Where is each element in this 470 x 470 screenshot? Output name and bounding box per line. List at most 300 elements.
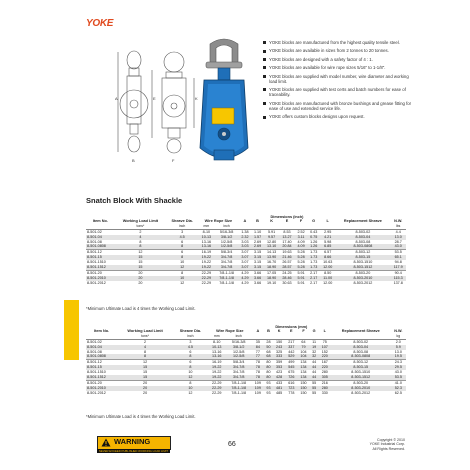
table-cell: 5/16-3/8 [219,229,234,234]
table-cell: 134 [297,360,309,365]
table-cell: 137.8 [393,280,403,285]
table-cell: 3 [181,229,184,234]
copyright-line: Copyright © 2010 [376,438,405,442]
table-cell: 423 [276,370,283,375]
table-cell: 13.27 [279,235,294,240]
table-cell: 117.9 [390,265,406,270]
table-cell: 4.4 [395,229,401,234]
table-cell: 1.26 [307,244,320,249]
warning-subtext: NEVER EXCEED PUBLISHED WORKING LOAD LIMIT [98,449,169,453]
table-cell: 3/4-7/8 [226,375,252,380]
page-number: 66 [228,441,236,448]
column-header: N.W. [394,219,403,224]
table-cell: 3.15 [251,255,264,260]
table-cell: 10 [173,386,208,391]
table-cell: 12.00 [323,280,333,285]
warning-icon [101,438,111,447]
table-cell: 20 [143,390,148,395]
table-cell: 353 [273,365,285,370]
table-cell: 19 [310,345,319,350]
table-cell: 1.38 [241,229,249,234]
table-cell: 12 [180,280,185,285]
table-cell: 529 [285,354,297,359]
table-cell: 6.57 [320,250,335,255]
table-cell: 30.63 [282,280,292,285]
brand-logo: YOKE [86,18,114,29]
table-cell: 13-16 [201,239,212,244]
table-cell: 20.84 [279,244,294,249]
table-cell: 3.66 [253,280,262,285]
table-cell: 19-22 [198,265,214,270]
table-cell: 1.73 [307,250,320,255]
table-cell: 19-22 [208,365,226,370]
table-cell: 22-29 [198,270,214,275]
table-cell: 13.0 [390,235,406,240]
table-cell: 19.63 [279,250,294,255]
table-cell: 10-13 [208,345,226,350]
table-cell: 18.90 [264,276,279,281]
table-cell: 1/2-5/8 [220,239,233,244]
table-cell: 78 [252,360,264,365]
table-cell: 20 [117,380,173,385]
table-cell: 1.26 [310,239,318,244]
table-cell: 8-503-02 [353,339,369,344]
table-cell: 1.73 [307,265,320,270]
table-cell: 8-503-1510 [351,370,371,375]
feature-item: YOKE blocks are designed with a safety factor of 4 : 1. [262,57,412,62]
table-footnote: *Minimum Ultimate Load is 4 times the Working Load Limit. [86,306,196,311]
column-header: Replacement Sheave [341,329,380,334]
dimension-header: G [312,219,316,224]
table-cell: 2.32 [239,235,252,240]
table-cell: 22-29 [198,276,214,281]
dimension-header: L [326,219,329,224]
table-cell: 3.03 [239,244,252,249]
table-cell: 2.69 [253,239,262,244]
table-cell: 28.7 [394,239,402,244]
table-cell: 337 [285,345,297,350]
table-cell: 44 [312,370,317,375]
table-cell: 778 [288,390,295,395]
table-cell: 12.80 [266,239,277,244]
column-header: Wire Rope Size [204,219,233,224]
table-cell: 32 [310,354,319,359]
table-cell: 10 [180,260,185,265]
feature-item: YOKE offers custom blocks designs upon request. [262,114,412,119]
table-cell: 2.52 [297,229,305,234]
table-cell: 8-503-15 [331,365,391,370]
table-cell: 1.10 [253,229,262,234]
table-cell: 1/2-5/8 [215,244,239,249]
svg-text:F: F [172,158,175,163]
item-number-cell: 8-501-08 [87,239,102,244]
table-cell: 167 [319,360,331,365]
table-cell: 3.66 [251,270,264,275]
feature-item: YOKE blocks are available for wire rope sizes 5/16" to 1-1/8". [262,65,412,70]
table-cell: 4.5 [166,235,198,240]
spec-table-imperial [86,215,406,286]
table-cell: 2 [144,339,147,344]
table-cell: 8.66 [320,255,335,260]
column-header: Dimensions (inch) [270,215,304,219]
table-cell: 217 [288,339,295,344]
table-header-row [86,325,406,329]
item-number-cell: 8-501-1512 [86,375,117,380]
table-cell: 15 [115,255,166,260]
table-cell: 10.63 [323,260,333,265]
table-cell: 8 [173,365,208,370]
table-cell: 13.90 [264,255,279,260]
table-cell: 220 [319,354,331,359]
table-cell: 15 [138,260,143,265]
warning-label: WARNING [114,437,151,446]
section-title: Snatch Block With Shackle [86,196,183,205]
table-cell: 10 [188,370,193,375]
table-cell: 107 [319,345,331,350]
svg-text:K: K [195,96,198,101]
table-cell: 8 [144,349,147,354]
table-cell: 8-503-1512 [335,265,390,270]
table-cell: 44 [310,375,319,380]
table-cell: 150 [297,386,309,391]
table-cell: 12 [173,375,208,380]
table-cell: 16-19 [208,360,226,365]
warning-badge [97,436,171,450]
table-cell: 8-503-08 [355,239,371,244]
table-cell: 93 [264,386,273,391]
dimension-header: B [267,329,270,334]
table-cell: 20 [115,270,166,275]
table-cell: 75 [322,339,327,344]
table-cell: 3.03 [241,239,249,244]
table-cell: 3/4-7/8 [232,370,245,375]
dimension-header: B [256,219,259,224]
table-cell: 44 [310,360,319,365]
table-cell: 28.46 [279,276,294,281]
table-cell: 15 [143,370,148,375]
column-header: Sheave Dia. [179,329,202,334]
section-tab-marker [64,300,79,360]
table-cell: 15 [117,365,173,370]
table-cell: 134 [297,375,309,380]
table-cell: 10-13 [198,235,214,240]
snatch-block-photo [190,38,258,176]
table-cell: 5.28 [295,250,308,255]
table-cell: 78 [252,365,264,370]
table-cell: 1.57 [251,235,264,240]
table-cell: 19-22 [212,370,222,375]
table-cell: 5.98 [324,239,332,244]
table-cell: 723 [285,386,297,391]
table-cell: 2.69 [251,244,264,249]
table-cell: 20 [117,386,173,391]
table-cell: 19.5 [391,354,406,359]
table-cell: 62.5 [394,390,402,395]
table-cell: 134 [300,370,307,375]
table-cell: 5/16-3/8 [231,339,246,344]
table-cell: 65.1 [390,255,406,260]
table-cell: 3.07 [239,255,252,260]
table-cell: 6 [166,250,198,255]
table-cell: 12 [188,390,193,395]
table-cell: 3/8-1/2 [226,345,252,350]
table-cell: 8-503-1512 [331,375,391,380]
table-cell: 150 [297,380,309,385]
table-cell: 243 [273,345,285,350]
table-cell: 428 [273,375,285,380]
item-number-cell: 8-501-2010 [86,276,115,281]
table-cell: 8-503-20 [331,380,391,385]
table-cell: 1/2-5/8 [226,354,252,359]
feature-item: YOKE blocks are supplied with test certs and batch numbers for ease of traceability. [262,87,412,97]
item-number-cell: 8-501-02 [87,339,102,344]
table-cell: 11 [312,339,317,344]
table-cell: 78 [252,375,264,380]
table-cell: 5.91 [295,270,308,275]
table-cell: 52.3 [391,386,406,391]
table-cell: 13.10 [264,244,279,249]
table-cell: 6 [181,239,184,244]
table-cell: 77 [252,354,264,359]
table-cell: 3/4-7/8 [215,255,239,260]
table-cell: 13-16 [212,349,222,354]
item-number-cell: 8-501-12 [86,360,117,365]
item-number-cell: 8-501-08 [87,349,102,354]
table-row [86,281,406,286]
table-cell: 5/8-3/4 [226,360,252,365]
table-cell: 22-29 [208,386,226,391]
table-cell: 6 [173,360,208,365]
item-number-cell: 8-501-12 [86,250,115,255]
table-cell: 50 [264,345,273,350]
table-cell: 18.90 [264,265,279,270]
table-cell: 14.13 [264,250,279,255]
table-cell: 5.28 [295,265,308,270]
table-cell: 3/4-7/8 [220,260,233,265]
table-cell: 109 [254,390,261,395]
column-header: Item No. [94,329,110,334]
table-cell: 79 [297,345,309,350]
table-footnote: *Minimum Ultimate Load is 4 times the Working Load Limit. [86,414,196,419]
table-cell: 7/8-1-1/8 [226,386,252,391]
table-cell: 32 [312,349,317,354]
dimension-header: A [243,219,247,224]
table-cell: 8-503-2012 [353,280,373,285]
table-cell: 8-503-2012 [351,390,371,395]
table-cell: 13-16 [198,244,214,249]
svg-text:B: B [132,158,135,163]
table-cell: 78 [255,370,260,375]
table-cell: 8-503-04 [335,235,390,240]
table-cell: 499 [285,360,297,365]
item-number-cell: 8-501-04 [86,345,117,350]
feature-item: YOKE blocks are manufactured from the highest quality tensile steel. [262,40,412,45]
unit-cell: tons* [117,334,173,339]
table-cell: 115.3 [390,276,406,281]
table-cell: 359 [273,360,285,365]
spec-table-metric [86,325,406,396]
table-cell: 8 [173,380,208,385]
table-cell: 77 [255,349,260,354]
table-cell: 43.0 [390,244,406,249]
column-header: Replacement Sheave [343,219,382,224]
table-cell: 3.66 [251,276,264,281]
dimension-header: F [299,219,303,224]
item-number-cell: 8-501-02 [87,229,102,234]
table-cell: 28.57 [279,265,294,270]
table-cell: 5.28 [297,260,305,265]
table-cell: 22-29 [212,390,222,395]
table-cell: 109 [252,380,264,385]
copyright-line: YOKE Industrial Corp. [369,442,405,447]
table-cell: 4.29 [239,276,252,281]
table-cell: 5.91 [267,229,276,234]
table-cell: 7/8-1-1/8 [215,270,239,275]
table-cell: 8-503-20 [335,270,390,275]
table-cell: 8-503-1510 [353,260,373,265]
table-cell: 15 [117,375,173,380]
table-cell: 8 [173,354,208,359]
item-number-cell: 8-501-15 [86,365,117,370]
table-cell: 28 [266,339,271,344]
table-cell: 44 [310,365,319,370]
table-cell: 6.85 [320,244,335,249]
copyright-notice [355,438,405,451]
table-cell: 8-503-15 [335,255,390,260]
item-number-cell: 8-501-04 [86,235,115,240]
table-cell: 12.00 [320,265,335,270]
table-cell: 8-503-0808 [335,244,390,249]
table-cell: 8-503-12 [335,250,390,255]
table-cell: 12 [115,250,166,255]
table-cell: 8-503-12 [331,360,391,365]
table-cell: 13.0 [394,349,402,354]
table-cell: 12 [166,265,198,270]
table-cell: 8 [166,244,198,249]
table-cell: 24.25 [279,270,294,275]
table-cell: 17.40 [282,239,292,244]
table-cell: 134 [297,365,309,370]
table-cell: 442 [288,349,295,354]
table-cell: 8 [117,354,173,359]
table-cell: 41.0 [391,380,406,385]
table-cell: 8-503-02 [355,229,371,234]
column-header: Dimensions (mm) [275,325,308,329]
table-cell: 8-503-0808 [331,354,391,359]
table-cell: 17.05 [264,270,279,275]
dimension-header: K [270,219,273,224]
table-cell: 20 [115,276,166,281]
table-cell: 2 [139,229,142,234]
table-cell: 80 [264,365,273,370]
table-cell: 53.5 [390,250,406,255]
column-header: Sheave Dia. [171,219,193,224]
table-cell: 55 [312,390,317,395]
table-cell: 3.07 [239,250,252,255]
unit-cell: inch [215,224,239,229]
svg-text:E: E [153,96,156,101]
table-cell: 8 [166,255,198,260]
table-cell: 22-29 [208,380,226,385]
table-cell: 19-22 [208,375,226,380]
table-cell: 68 [264,354,273,359]
table-cell: 2.95 [324,229,332,234]
dimension-header: E [290,329,293,334]
dimension-header: K [277,329,281,334]
table-cell: 3 [189,339,192,344]
column-header: N.W. [394,329,403,334]
table-cell: 80 [266,370,271,375]
column-header: Wire Rope Size [216,329,244,334]
feature-item: YOKE blocks are available in sizes from 2 tonnes to 20 tonnes. [262,48,412,53]
table-cell: 21.46 [279,255,294,260]
table-cell: 94.8 [394,260,402,265]
item-number-cell: 8-501-2012 [87,280,106,285]
table-cell: 11.00 [320,276,335,281]
table-cell: 0.75 [307,235,320,240]
table-cell: 5.91 [295,276,308,281]
table-cell: 80 [264,360,273,365]
table-cell: 5.9 [391,345,406,350]
table-cell: 12 [117,360,173,365]
table-cell: 16-19 [198,250,214,255]
table-cell: 726 [285,375,297,380]
table-cell: 325 [276,349,283,354]
table-cell: 19-22 [201,260,212,265]
table-cell: 35 [255,339,260,344]
table-cell: 4 [115,235,166,240]
table-cell: 280 [321,370,328,375]
table-cell: 109 [252,386,264,391]
unit-cell: tons* [115,224,166,229]
table-cell: 8-10 [202,229,211,234]
table-cell: 104 [297,354,309,359]
table-cell: 7/8-1-1/8 [215,276,239,281]
table-cell: 24.3 [391,360,406,365]
table-cell: 1/2-5/8 [232,349,245,354]
table-cell: 26.57 [282,260,292,265]
table-cell: 4.21 [320,235,335,240]
table-cell: 150 [300,390,307,395]
table-cell: 7/8-1-1/8 [226,380,252,385]
table-cell: 3.15 [251,265,264,270]
table-cell: 675 [288,370,295,375]
table-cell: 16.70 [266,260,277,265]
column-header: Working Load Limit [127,329,163,334]
table-cell: 5.91 [297,280,305,285]
feature-item: YOKE blocks are manufactured with bronze bushings and grease fitting for ease of use and extended service life. [262,101,412,111]
table-cell: 20 [138,280,143,285]
table-cell: 3/4-7/8 [215,265,239,270]
table-cell: 330 [321,390,328,395]
column-header: Working Load Limit [122,219,159,224]
table-cell: 8-503-04 [331,345,391,350]
dimension-header: E [285,219,289,224]
table-cell: 220 [319,365,331,370]
table-cell: 15 [115,265,166,270]
table-cell: 8 [166,270,198,275]
table-cell: 4.5 [173,345,208,350]
table-cell: 152 [321,349,328,354]
table-cell: 7/8-1-1/8 [219,280,234,285]
dimension-header: F [302,329,305,334]
dimension-header: L [323,329,326,334]
unit-cell: lbs [390,224,406,229]
table-cell: 3.15 [253,260,262,265]
table-cell: 4.29 [241,280,249,285]
table-cell: 1.73 [307,255,320,260]
table-cell: 545 [285,365,297,370]
